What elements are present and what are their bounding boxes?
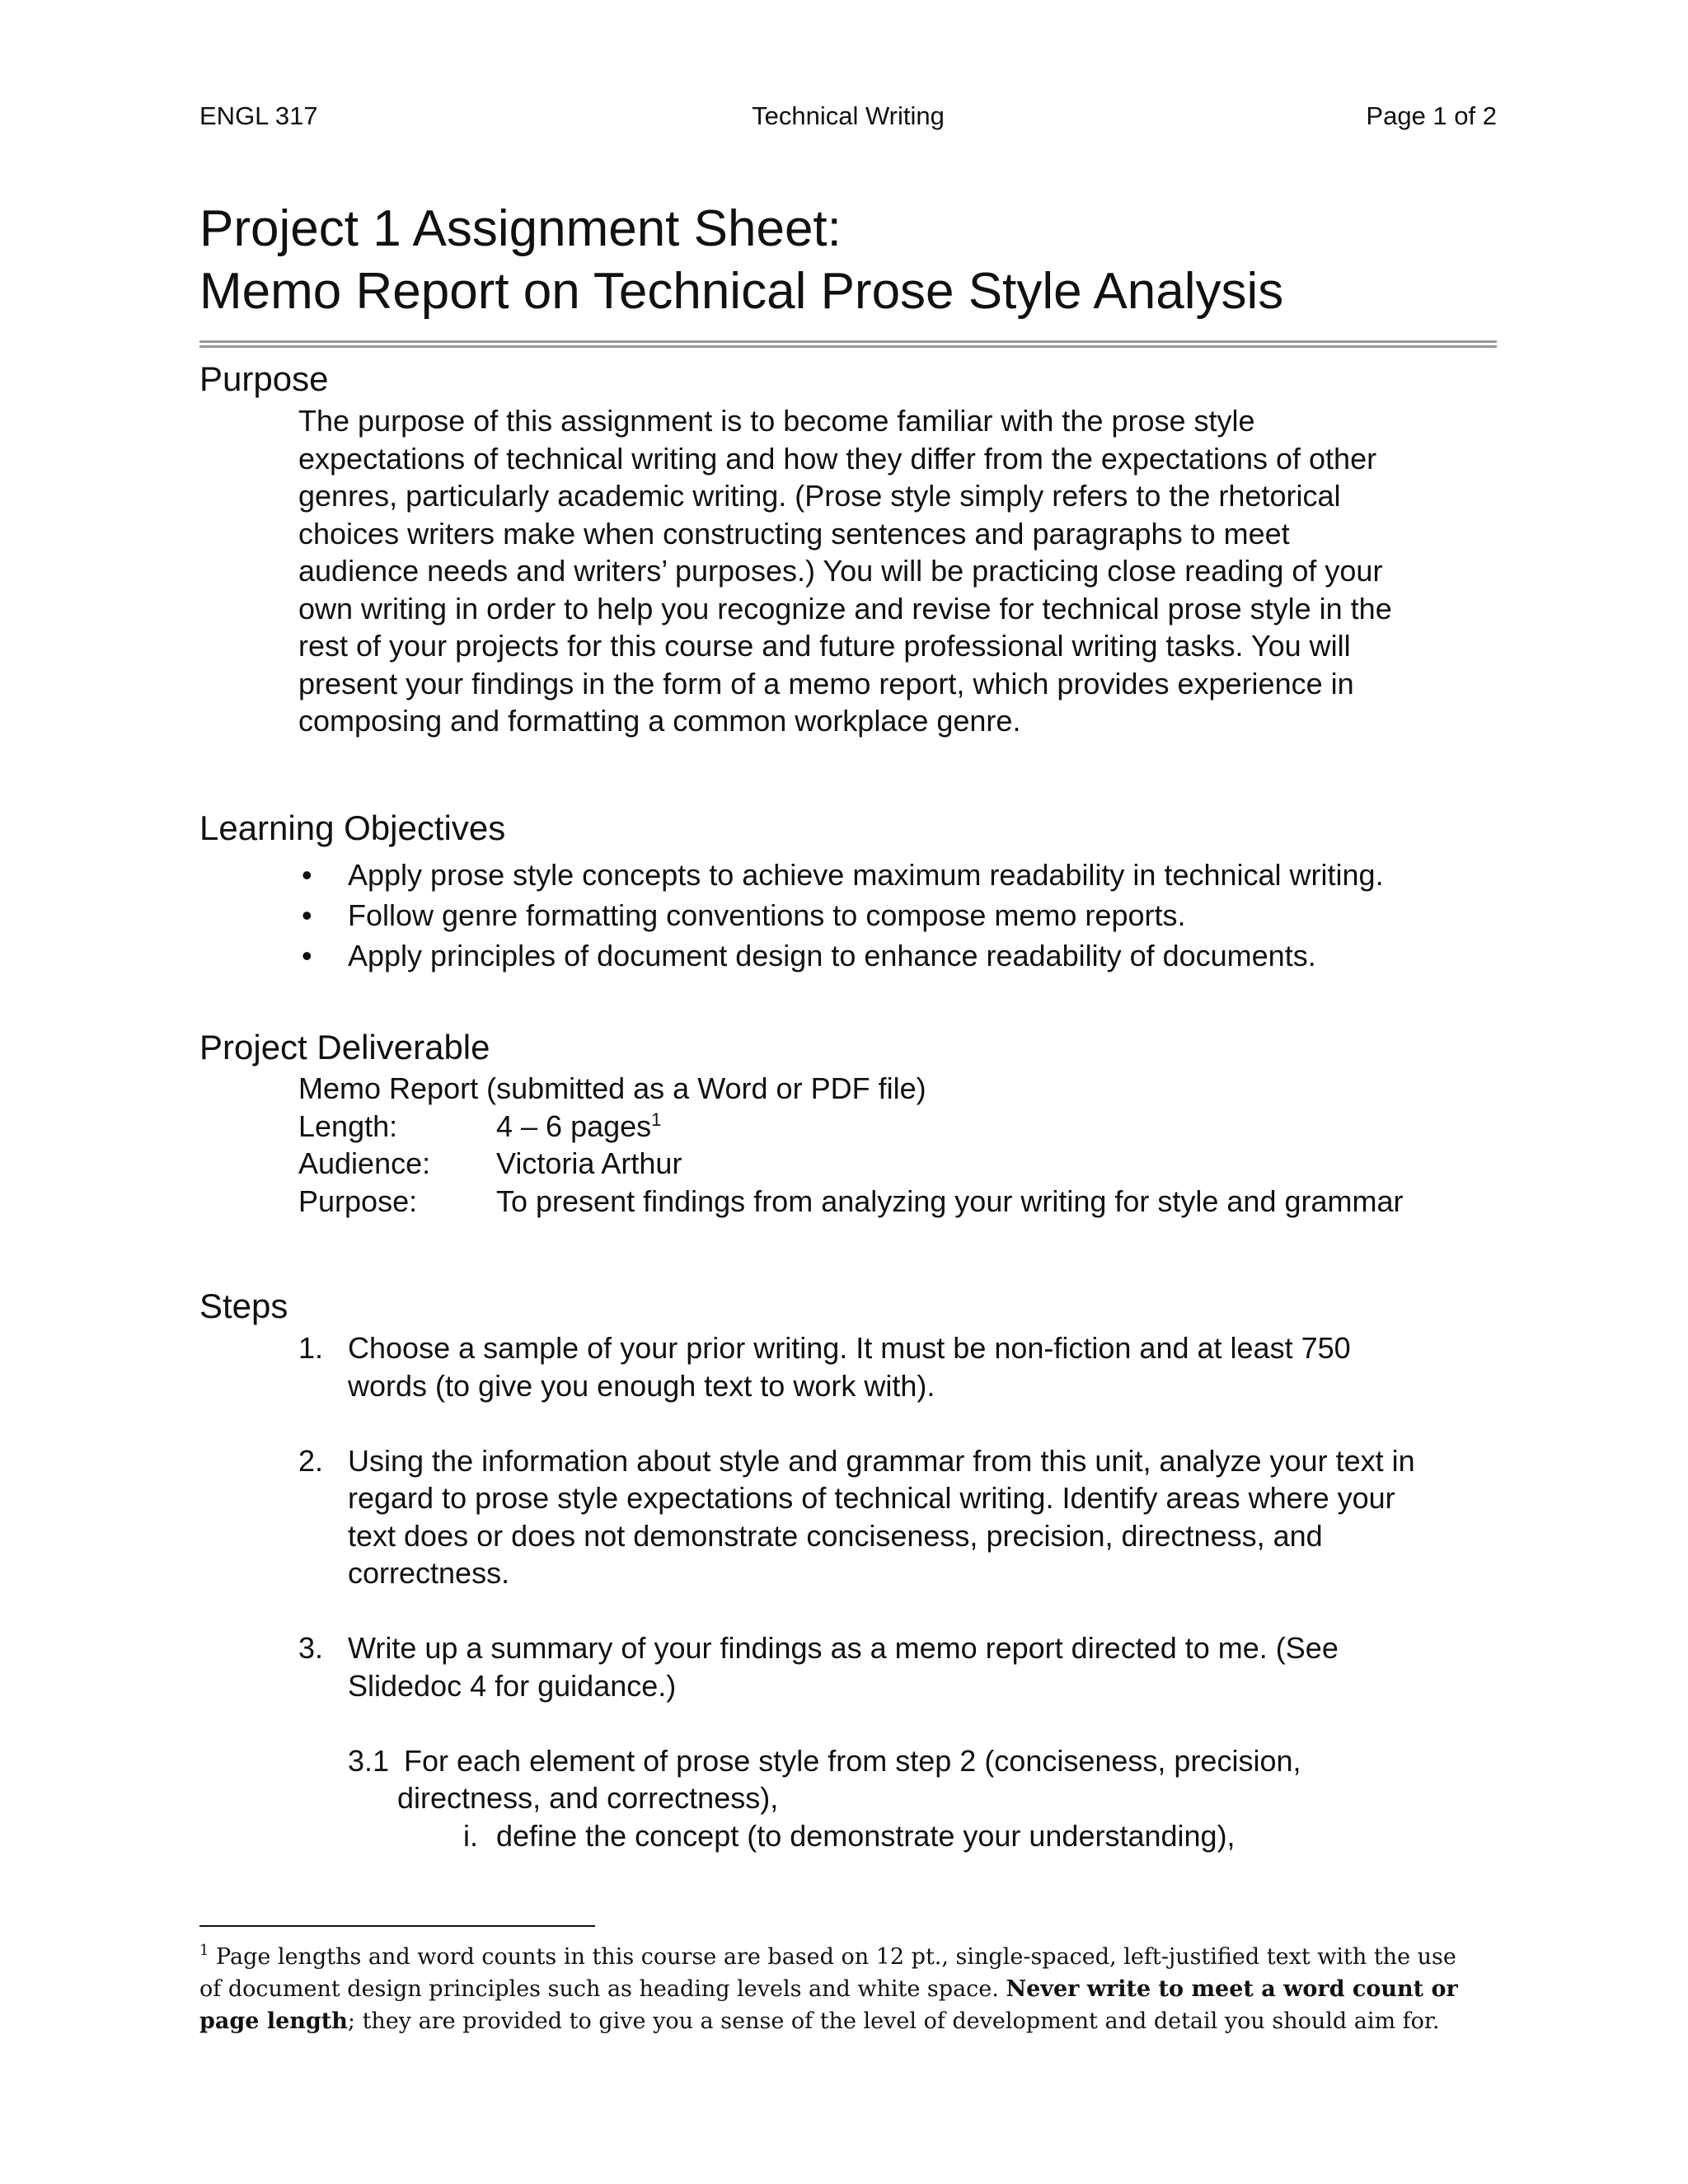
objectives-heading: Learning Objectives [199,808,506,847]
footnote-separator [199,1925,595,1927]
bullet-icon: • [302,858,312,892]
steps-list [298,1329,1502,1854]
step-number: 1. [298,1331,324,1365]
purpose-line: choices writers make when constructing sentences and paragraphs to meet [298,516,1290,551]
step-line: Write up a summary of your findings as a memo report directed to me. (See [348,1631,1339,1665]
document-title [199,198,1497,323]
bullet-icon: • [302,898,312,932]
purpose-line: rest of your projects for this course and future professional writing tasks. You will [298,629,1351,663]
step-3-1 [348,1742,1502,1855]
step-3 [298,1629,1502,1704]
step-2 [298,1442,1502,1592]
list-item: • Apply prose style concepts to achieve maximum readability in technical writing. [298,855,1384,895]
step-line: Slidedoc 4 for guidance.) [348,1668,677,1703]
bullet-icon: • [302,939,312,972]
header-subject: Technical Writing [752,101,945,130]
page-header [199,97,1497,135]
step-3-1-i [447,1817,1502,1855]
title-line-1: Project 1 Assignment Sheet: [199,200,842,257]
objectives-list [298,855,1384,976]
purpose-line: audience needs and writers’ purposes.) You will be practicing close reading of your [298,554,1383,588]
header-page-number: Page 1 of 2 [1366,101,1497,130]
footnote-line: $^1$ Page lengths and word counts in this course are based on 12 pt., single-spaced, left-justified text with the use [199,1942,1456,1970]
step-line: Using the information about style and grammar from this unit, analyze your text in [348,1443,1415,1478]
purpose-line: expectations of technical writing and how they differ from the expectations of other [298,441,1377,476]
purpose-line: present your findings in the form of a memo report, which provides experience in [298,666,1354,701]
purpose-heading: Purpose [199,359,329,398]
title-double-rule [199,340,1497,349]
step-1 [298,1329,1502,1404]
purpose-line: The purpose of this assignment is to become familiar with the prose style [298,404,1255,438]
deliverable-summary: Memo Report (submitted as a Word or PDF file) [298,1071,926,1105]
length-label: Length: [298,1108,398,1143]
step-line: correctness. [348,1556,510,1590]
step-line: Choose a sample of your prior writing. It must be non-fiction and at least 750 [348,1331,1351,1365]
footnote-line: page length; they are provided to give you a sense of the level of development and detail you should aim for. [199,2008,1440,2034]
footnote [199,1941,1497,2037]
step-line: regard to prose style expectations of technical writing. Identify areas where your [348,1481,1395,1515]
step-line: words (to give you enough text to work with). [348,1368,935,1403]
purpose-value: To present findings from analyzing your writing for style and grammar [496,1183,1404,1218]
audience-value: Victoria Arthur [496,1146,682,1180]
step-number: 3. [298,1631,324,1665]
steps-heading: Steps [199,1286,288,1325]
purpose-line: genres, particularly academic writing. (Prose style simply refers to the rhetorical [298,479,1341,513]
title-line-2: Memo Report on Technical Prose Style Analysis [199,263,1284,320]
audience-label: Audience: [298,1146,431,1180]
list-item: • Follow genre formatting conventions to compose memo reports. [298,895,1384,935]
deliverable-heading: Project Deliverable [199,1028,490,1066]
step-number: 3.1 [348,1743,390,1778]
footnote-line: of document design principles such as heading levels and white space. Never write to meet a word count or [199,1976,1458,2002]
step-number: i. [463,1818,478,1853]
step-line: For each element of prose style from step 2 (conciseness, precision, [404,1743,1301,1778]
step-line: define the concept (to demonstrate your understanding), [496,1818,1236,1853]
length-value: 4 – 6 pages$^1$ [496,1108,662,1143]
step-number: 2. [298,1443,324,1478]
purpose-paragraph [298,402,1469,740]
list-item: • Apply principles of document design to enhance readability of documents. [298,935,1384,976]
header-course: ENGL 317 [199,101,318,130]
purpose-line: own writing in order to help you recognize and revise for technical prose style in the [298,591,1392,626]
footnote-reference[interactable]: 1 [651,1108,662,1130]
step-line: directness, and correctness), [397,1781,779,1815]
purpose-line: composing and formatting a common workplace genre. [298,704,1021,738]
footnote-marker: 1 [199,1942,209,1959]
step-line: text does or does not demonstrate conciseness, precision, directness, and [348,1518,1323,1553]
purpose-label: Purpose: [298,1183,418,1218]
